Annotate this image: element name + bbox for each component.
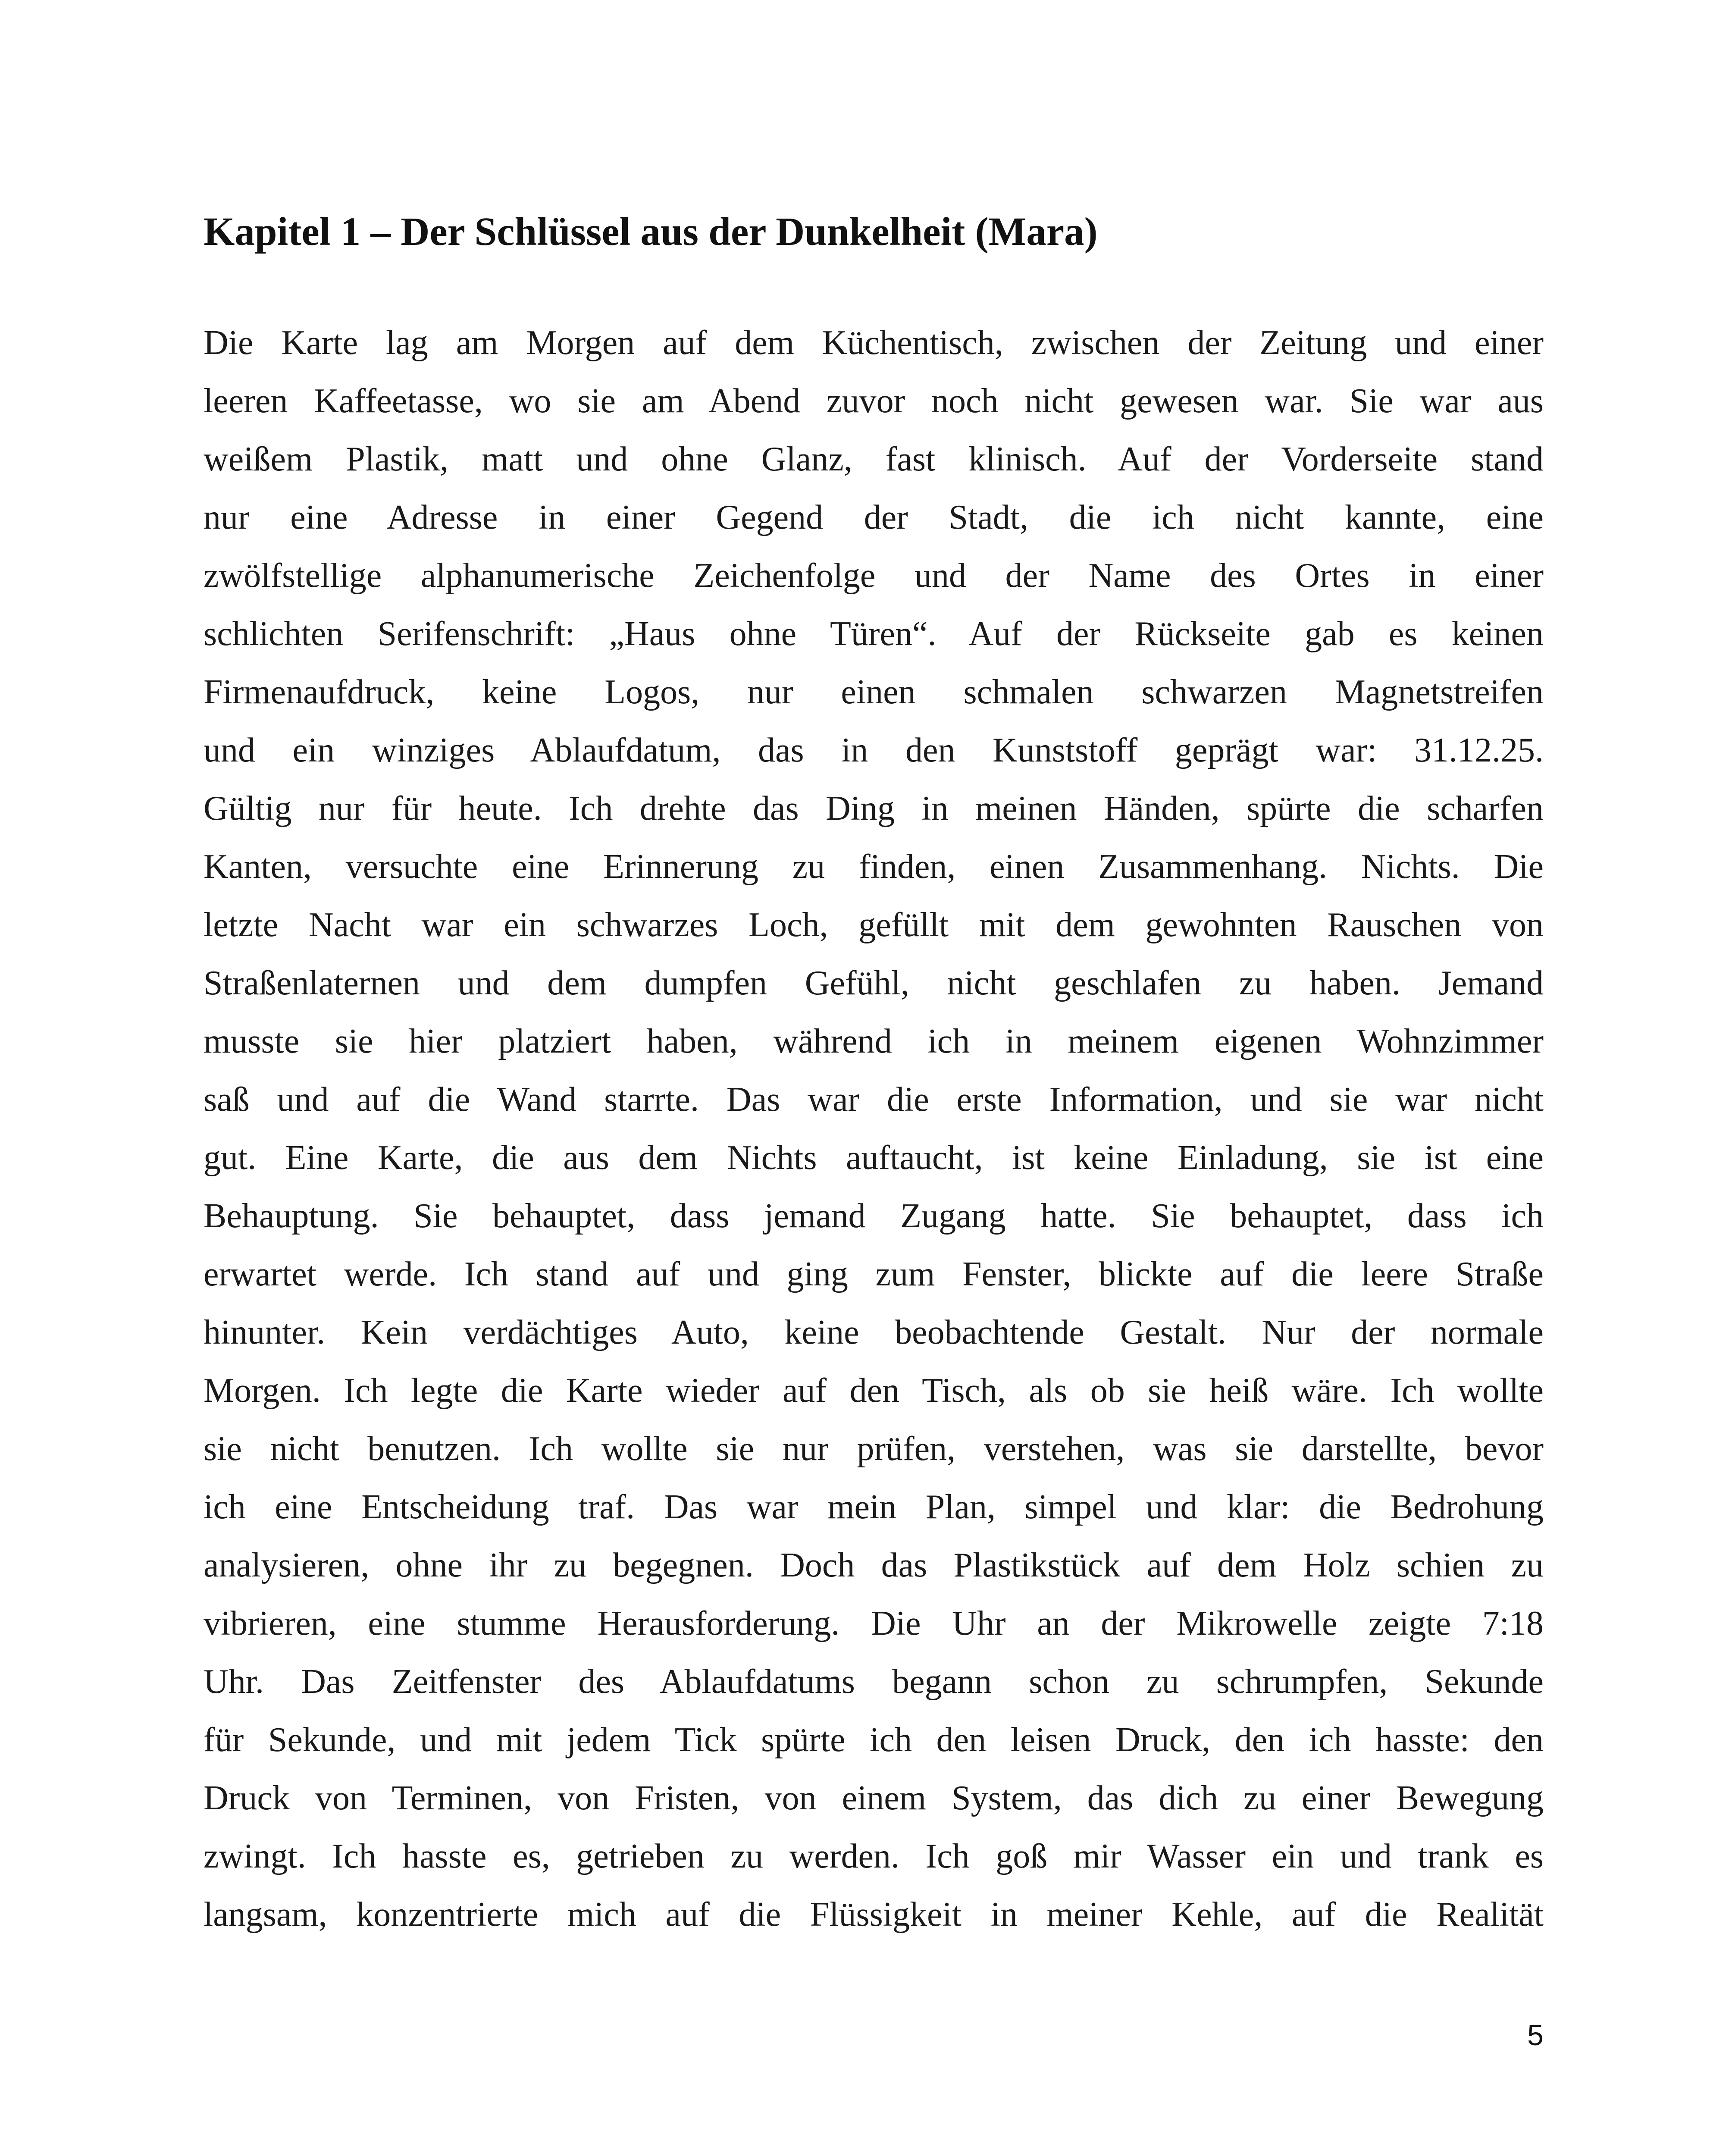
text-line: für Sekunde, und mit jedem Tick spürte ich den leisen Druck, den ich hasste: den [204, 1721, 1544, 1759]
text-line: nur eine Adresse in einer Gegend der Stadt, die ich nicht kannte, eine [204, 498, 1544, 536]
text-line: zwingt. Ich hasste es, getrieben zu werden. Ich goß mir Wasser ein und trank es [204, 1837, 1544, 1875]
text-line: erwartet werde. Ich stand auf und ging zum Fenster, blickte auf die leere Straße [204, 1255, 1544, 1293]
text-line: zwölfstellige alphanumerische Zeichenfolge und der Name des Ortes in einer [204, 557, 1544, 595]
text-line: leeren Kaffeetasse, wo sie am Abend zuvor noch nicht gewesen war. Sie war aus [204, 382, 1544, 420]
text-line: Morgen. Ich legte die Karte wieder auf den Tisch, als ob sie heiß wäre. Ich wollte [204, 1372, 1544, 1410]
text-line: Straßenlaternen und dem dumpfen Gefühl, nicht geschlafen zu haben. Jemand [204, 964, 1544, 1002]
text-line: Gültig nur für heute. Ich drehte das Ding in meinen Händen, spürte die scharfen [204, 790, 1544, 827]
chapter-title: Kapitel 1 – Der Schlüssel aus der Dunkelheit (Mara) [204, 210, 1098, 254]
text-line: weißem Plastik, matt und ohne Glanz, fast klinisch. Auf der Vorderseite stand [204, 440, 1544, 478]
text-line: gut. Eine Karte, die aus dem Nichts auftaucht, ist keine Einladung, sie ist eine [204, 1139, 1544, 1177]
text-line: Uhr. Das Zeitfenster des Ablaufdatums begann schon zu schrumpfen, Sekunde [204, 1663, 1544, 1701]
text-line: Behauptung. Sie behauptet, dass jemand Zugang hatte. Sie behauptet, dass ich [204, 1197, 1544, 1235]
text-line: schlichten Serifenschrift: „Haus ohne Türen“. Auf der Rückseite gab es keinen [204, 615, 1544, 653]
text-line: Druck von Terminen, von Fristen, von einem System, das dich zu einer Bewegung [204, 1779, 1544, 1817]
text-line: Firmenaufdruck, keine Logos, nur einen schmalen schwarzen Magnetstreifen [204, 673, 1544, 711]
text-line: vibrieren, eine stumme Herausforderung. Die Uhr an der Mikrowelle zeigte 7:18 [204, 1604, 1544, 1642]
text-line: Die Karte lag am Morgen auf dem Küchentisch, zwischen der Zeitung und einer [204, 324, 1544, 362]
text-line: sie nicht benutzen. Ich wollte sie nur prüfen, verstehen, was sie darstellte, bevor [204, 1430, 1544, 1468]
text-line: Kanten, versuchte eine Erinnerung zu finden, einen Zusammenhang. Nichts. Die [204, 848, 1544, 886]
text-line: musste sie hier platziert haben, während ich in meinem eigenen Wohnzimmer [204, 1022, 1544, 1060]
text-line: ich eine Entscheidung traf. Das war mein Plan, simpel und klar: die Bedrohung [204, 1488, 1544, 1526]
text-line: saß und auf die Wand starrte. Das war die erste Information, und sie war nicht [204, 1081, 1544, 1119]
text-line: und ein winziges Ablaufdatum, das in den Kunststoff geprägt war: 31.12.25. [204, 731, 1544, 769]
text-line: langsam, konzentrierte mich auf die Flüssigkeit in meiner Kehle, auf die Realität [204, 1896, 1544, 1934]
text-line: hinunter. Kein verdächtiges Auto, keine beobachtende Gestalt. Nur der normale [204, 1313, 1544, 1351]
body-paragraph [204, 314, 1544, 1944]
text-line: analysieren, ohne ihr zu begegnen. Doch das Plastikstück auf dem Holz schien zu [204, 1546, 1544, 1584]
text-line: letzte Nacht war ein schwarzes Loch, gefüllt mit dem gewohnten Rauschen von [204, 906, 1544, 944]
page-number: 5 [1527, 2019, 1544, 2052]
